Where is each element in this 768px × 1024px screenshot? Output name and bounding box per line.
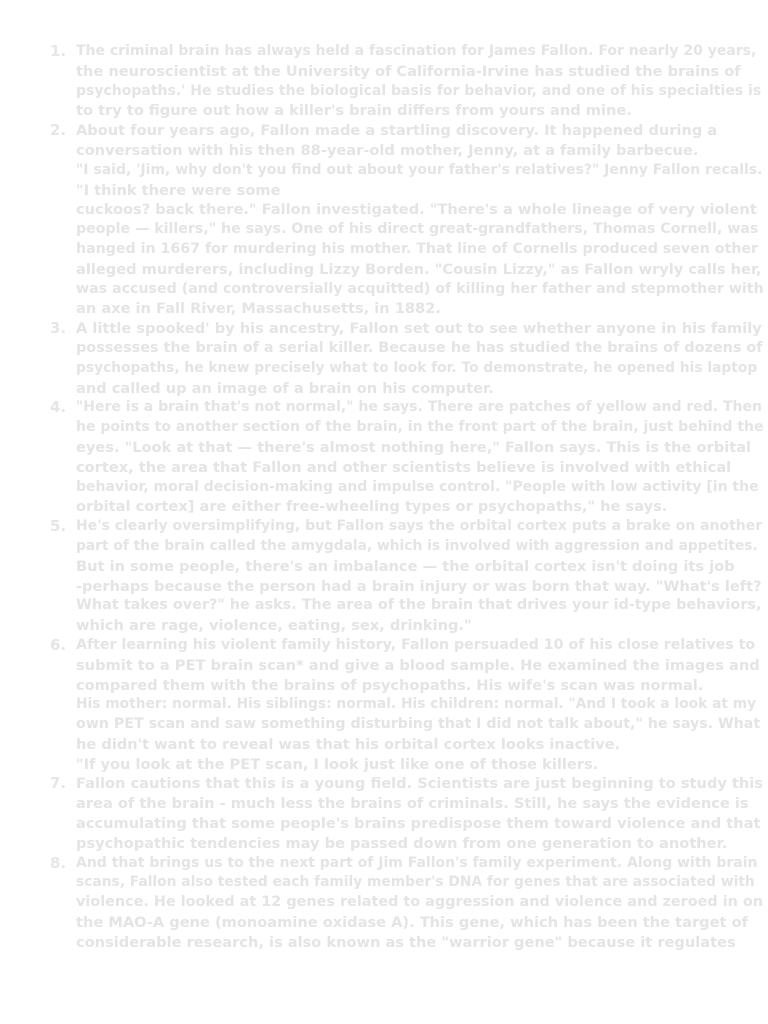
paragraph-line: His mother: normal. His siblings: normal. His children: normal. "And I took a look at my <box>76 696 757 713</box>
paragraph-number: 7. <box>50 774 67 793</box>
paragraph-line: cuckoos? back there." Fallon investigated. "There's a whole lineage of very violent <box>76 201 757 219</box>
paragraph-7 <box>0 774 768 853</box>
paragraph-line: an axe in Fall River, Massachusetts, in 1882. <box>76 300 441 318</box>
paragraph-line: scans, Fallon also tested each family member's DNA for genes that are associated with <box>76 874 755 891</box>
paragraph-number: 8. <box>50 853 67 872</box>
paragraph-line: part of the brain called the amygdala, which is involved with aggression and appetites. <box>76 537 758 554</box>
paragraph-number: 3. <box>50 319 67 338</box>
paragraph-line: accumulating that some people's brains predispose them toward violence and that <box>76 815 761 833</box>
paragraph-line: eyes. "Look at that — there's almost nothing here," Fallon says. This is the orbital <box>76 438 752 456</box>
paragraph-line: "I think there were some <box>76 181 281 199</box>
paragraph-line: own PET scan and saw something disturbing that I did not talk about," he says. What <box>76 716 761 733</box>
paragraph-line: psychopaths.' He studies the biological basis for behavior, and one of his specialties is <box>76 82 762 99</box>
paragraph-number: 4. <box>50 398 67 417</box>
paragraph-1 <box>0 42 768 121</box>
paragraph-number: 6. <box>50 635 67 654</box>
paragraph-line: compared them with the brains of psychopaths. His wife's scan was normal. <box>76 676 704 694</box>
paragraph-line: And that brings us to the next part of Jim Fallon's family experiment. Along with brain <box>76 854 758 871</box>
paragraph-line: What takes over?" he asks. The area of the brain that drives your id-type behaviors, <box>76 597 762 614</box>
paragraph-line: people — killers," he says. One of his direct great-grandfathers, Thomas Cornell, was <box>76 221 759 238</box>
paragraph-number: 5. <box>50 517 67 536</box>
paragraph-2 <box>0 121 768 319</box>
paragraph-line: After learning his violent family history, Fallon persuaded 10 of his close relatives to <box>76 636 756 653</box>
paragraph-line: "I said, 'Jim, why don't you find out about your father's relatives?" Jenny Fallon recalls. <box>76 161 763 178</box>
paragraph-6 <box>0 636 768 775</box>
paragraph-line: area of the brain - much less the brains of criminals. Still, he says the evidence is <box>76 795 749 813</box>
paragraph-line: psychopathic tendencies may be passed down from one generation to another. <box>76 834 728 852</box>
paragraph-8 <box>0 854 768 953</box>
paragraph-line: he didn't want to reveal was that his orbital cortex looks inactive. <box>76 735 621 753</box>
paragraph-line: considerable research, is also known as the "warrior gene" because it regulates <box>76 933 736 951</box>
paragraph-line: conversation with his then 88-year-old mother, Jenny, at a family barbecue. <box>76 141 699 159</box>
article-paragraph-list <box>0 42 768 953</box>
paragraph-line: the neuroscientist at the University of California-Irvine has studied the brains of <box>76 62 741 80</box>
paragraph-line: he points to another section of the brain, in the front part of the brain, just behind the <box>76 419 764 436</box>
paragraph-line: was accused (and controversially acquitted) of killing her father and stepmother with <box>76 280 764 297</box>
paragraph-number: 2. <box>50 121 67 140</box>
paragraph-line: The criminal brain has always held a fascination for James Fallon. For nearly 20 years, <box>76 43 757 59</box>
paragraph-line: to try to figure out how a killer's brain differs from yours and mine. <box>76 102 632 120</box>
paragraph-line: possesses the brain of a serial killer. Because he has studied the brains of dozens of <box>76 339 763 356</box>
paragraph-3 <box>0 319 768 398</box>
paragraph-line: "If you look at the PET scan, I look just like one of those killers. <box>76 755 599 773</box>
paragraph-line: "Here is a brain that's not normal," he says. There are patches of yellow and red. Then <box>76 399 762 416</box>
paragraph-line: violence. He looked at 12 genes related to aggression and violence and zeroed in on <box>76 894 764 911</box>
paragraph-number: 1. <box>50 42 67 60</box>
paragraph-4 <box>0 398 768 517</box>
paragraph-line: cortex, the area that Fallon and other scientists believe is involved with ethical <box>76 458 732 476</box>
paragraph-line: A little spooked' by his ancestry, Fallon set out to see whether anyone in his family <box>76 320 762 338</box>
paragraph-line: submit to a PET brain scan* and give a blood sample. He examined the images and <box>76 656 760 674</box>
paragraph-line: psychopaths, he knew precisely what to look for. To demonstrate, he opened his laptop <box>76 359 758 376</box>
paragraph-line: -perhaps because the person had a brain injury or was born that way. "What's left? <box>76 577 762 595</box>
paragraph-line: He's clearly oversimplifying, but Fallon says the orbital cortex puts a brake on another <box>76 518 763 535</box>
paragraph-line: About four years ago, Fallon made a startling discovery. It happened during a <box>76 122 718 140</box>
paragraph-line: Fallon cautions that this is a young field. Scientists are just beginning to study this <box>76 775 763 793</box>
paragraph-line: the MAO-A gene (monoamine oxidase A). This gene, which has been the target of <box>76 914 748 932</box>
paragraph-5 <box>0 517 768 636</box>
paragraph-line: orbital cortex] are either free-wheeling types or psychopaths," he says. <box>76 498 668 516</box>
paragraph-line: But in some people, there's an imbalance — the orbital cortex isn't doing its job <box>76 557 735 575</box>
paragraph-line: which are rage, violence, eating, sex, drinking." <box>76 617 472 635</box>
paragraph-line: hanged in 1667 for murdering his mother. That line of Cornells produced seven other <box>76 240 759 257</box>
paragraph-line: and called up an image of a brain on his computer. <box>76 379 494 397</box>
paragraph-line: behavior, moral decision-making and impulse control. "People with low activity [in the <box>76 478 759 495</box>
paragraph-line: alleged murderers, including Lizzy Borden. "Cousin Lizzy," as Fallon wryly calls her, <box>76 260 762 278</box>
